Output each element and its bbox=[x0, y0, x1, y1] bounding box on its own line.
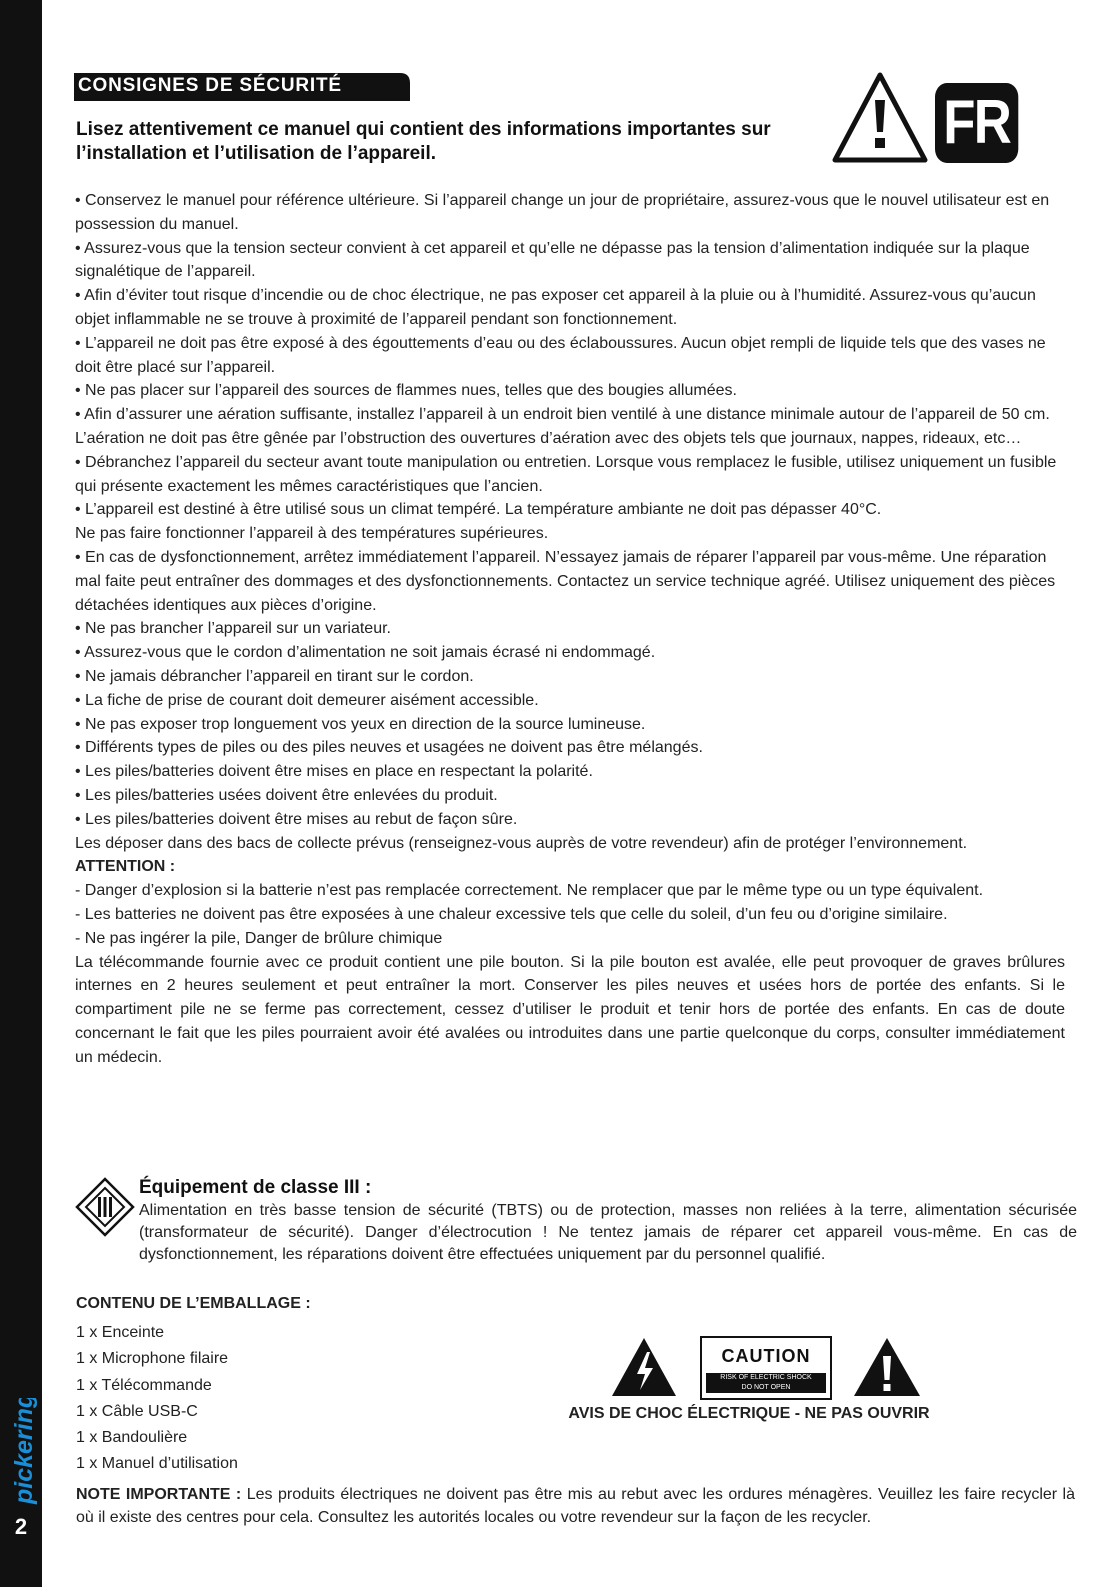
instruction-paragraph: • Assurez-vous que la tension secteur convient à cet appareil et qu’elle ne dépasse pas la tension d’alimentation indiquée sur la plaque signalétique de l’appareil. bbox=[75, 239, 1030, 281]
instruction-paragraph: Les déposer dans des bacs de collecte prévus (renseignez-vous auprès de votre revendeur) afin de protéger l’environnement. bbox=[75, 834, 968, 852]
instruction-paragraph: • Afin d’éviter tout risque d’incendie ou de choc électrique, ne pas exposer cet appareil à la pluie ou à l’humidité. Assurez-vous qu’aucun objet inflammable ne se trouve à proximité de l’appareil pendant son fonctionnement. bbox=[75, 287, 1036, 328]
instruction-paragraph: Ne pas faire fonctionner l’appareil à des températures supérieures. bbox=[75, 525, 549, 543]
instruction-paragraph: • Ne pas placer sur l’appareil des sources de flammes nues, telles que des bougies allumées. bbox=[75, 382, 737, 400]
class-iii-title: Équipement de classe III : bbox=[139, 1177, 372, 1198]
lightning-triangle-icon bbox=[610, 1336, 678, 1398]
class-iii-diamond-icon bbox=[74, 1176, 136, 1238]
list-item: 1 x Câble USB-C bbox=[76, 1402, 198, 1420]
instruction-paragraph: • En cas de dysfonctionnement, arrêtez immédiatement l’appareil. N’essayez jamais de réparer l’appareil par vous-même. Une réparation mal faite peut entraîner des dommages et des dysfonctionnements. Contactez un service technique agréé. Utilisez uniquement des pièces détachées identiques aux pièces d’origine. bbox=[75, 548, 1056, 614]
instruction-paragraph: • Ne jamais débrancher l’appareil en tirant sur le cordon. bbox=[75, 667, 474, 685]
instruction-paragraph: • Ne pas exposer trop longuement vos yeux en direction de la source lumineuse. bbox=[75, 715, 646, 733]
instruction-paragraph: • Les piles/batteries doivent être mises en place en respectant la polarité. bbox=[75, 763, 593, 781]
brand-logo bbox=[3, 1398, 41, 1508]
instruction-paragraph: • Les piles/batteries doivent être mises au rebut de façon sûre. bbox=[75, 810, 518, 828]
caution-subtext bbox=[706, 1373, 826, 1393]
instruction-paragraph: • Différents types de piles ou des piles neuves et usagées ne doivent pas être mélangés. bbox=[75, 739, 703, 757]
attention-item: - Danger d’explosion si la batterie n’est pas remplacée correctement. Ne remplacer que par le même type ou un type équivalent. bbox=[75, 882, 984, 900]
instruction-paragraph: • Débranchez l’appareil du secteur avant toute manipulation ou entretien. Lorsque vous remplacez le fusible, utilisez uniquement un fusible qui présente exactement les mêmes caractéristiques que l’ancien. bbox=[75, 453, 1057, 495]
section-heading-text: CONSIGNES DE SÉCURITÉ bbox=[78, 75, 342, 96]
attention-item: - Ne pas ingérer la pile, Danger de brûlure chimique bbox=[75, 929, 443, 947]
safety-instructions bbox=[75, 189, 1065, 1069]
caution-line-1: RISK OF ELECTRIC SHOCK bbox=[720, 1374, 812, 1381]
instruction-paragraph: • L’appareil est destiné à être utilisé sous un climat tempéré. La température ambiante ne doit pas dépasser 40°C. bbox=[75, 501, 882, 519]
attention-label: ATTENTION : bbox=[75, 858, 176, 876]
warning-triangle-icon bbox=[830, 70, 930, 166]
intro-text: Lisez attentivement ce manuel qui contient des informations importantes sur l’installation et l’utilisation de l’appareil. bbox=[76, 119, 771, 164]
attention-item: - Les batteries ne doivent pas être exposées à une chaleur excessive tels que celle du soleil, d’un feu ou d’origine similaire. bbox=[75, 905, 948, 923]
instruction-paragraph: • Assurez-vous que le cordon d’alimentation ne soit jamais écrasé ni endommagé. bbox=[75, 644, 656, 662]
instruction-paragraph: • Conservez le manuel pour référence ultérieure. Si l’appareil change un jour de propriétaire, assurez-vous que le nouvel utilisateur est en possession du manuel. bbox=[75, 192, 1050, 233]
list-item: 1 x Télécommande bbox=[76, 1376, 212, 1394]
instruction-paragraph: • L’appareil ne doit pas être exposé à des égouttements d’eau ou des éclaboussures. Aucun objet rempli de liquide tels que des vases ne doit être placé sur l’appareil. bbox=[75, 334, 1046, 376]
section-heading bbox=[74, 73, 410, 101]
shock-warning-caption: AVIS DE CHOC ÉLECTRIQUE - NE PAS OUVRIR bbox=[568, 1405, 930, 1422]
list-item: 1 x Bandoulière bbox=[76, 1429, 188, 1447]
important-note bbox=[76, 1484, 1075, 1529]
package-contents-list bbox=[76, 1320, 238, 1478]
instruction-paragraph: • Afin d’assurer une aération suffisante, installez l’appareil à un endroit bien ventilé à une distance minimale autour de l’appareil de 50 cm. bbox=[75, 406, 1050, 424]
button-cell-warning: La télécommande fournie avec ce produit contient une pile bouton. Si la pile bouton est avalée, elle peut provoquer de graves brûlures internes en 2 heures seulement et peut entraîner la mort. Conserver les piles neuves et usées hors de portée des enfants. Si le compartiment pile ne se ferme pas correctement, cessez d’utiliser le produit et tenir hors de portée des enfants. En cas de doute concernant le fait que les piles pourraient avoir été avalées ou introduites dans une partie quelconque du corps, consulter immédiatement un médecin. bbox=[75, 953, 1065, 1066]
list-item: 1 x Enceinte bbox=[76, 1324, 165, 1341]
caution-word: CAUTION bbox=[721, 1346, 811, 1366]
language-badge: FR bbox=[935, 83, 1018, 163]
caution-label bbox=[700, 1336, 832, 1400]
class-iii-text: Alimentation en très basse tension de sécurité (TBTS) ou de protection, masses non reliées à la terre, alimentation sécurisée (transformateur de sécurité). Danger d’électrocution ! Ne tentez jamais de réparer cet appareil vous-même. En cas de dysfonctionnement, les réparations doivent être effectuées uniquement par du personnel qualifié. bbox=[139, 1202, 1077, 1263]
list-item: 1 x Microphone filaire bbox=[76, 1350, 229, 1368]
instruction-paragraph: • Les piles/batteries usées doivent être enlevées du produit. bbox=[75, 786, 498, 804]
exclamation-triangle-icon bbox=[852, 1336, 922, 1398]
package-contents-title: CONTENU DE L’EMBALLAGE : bbox=[76, 1295, 311, 1312]
sidebar-bar bbox=[0, 0, 42, 1587]
brand-logo-text: pickering bbox=[10, 1398, 38, 1504]
caution-line-2: DO NOT OPEN bbox=[741, 1384, 791, 1391]
instruction-paragraph: • La fiche de prise de courant doit demeurer aisément accessible. bbox=[75, 691, 539, 709]
instruction-paragraph: • Ne pas brancher l’appareil sur un variateur. bbox=[75, 620, 391, 638]
note-label: NOTE IMPORTANTE : bbox=[76, 1486, 242, 1503]
page-number: 2 bbox=[14, 1514, 28, 1539]
list-item: 1 x Manuel d’utilisation bbox=[76, 1455, 238, 1473]
instruction-paragraph: L’aération ne doit pas être gênée par l’obstruction des ouvertures d’aération avec des objets tels que journaux, nappes, rideaux, etc… bbox=[75, 429, 1022, 447]
note-text: Les produits électriques ne doivent pas être mis au rebut avec les ordures ménagères. Veuillez les faire recycler là où il existe des centres pour cela. Consultez les autorités locales ou votre revendeur sur la façon de les recycler. bbox=[76, 1486, 1076, 1526]
